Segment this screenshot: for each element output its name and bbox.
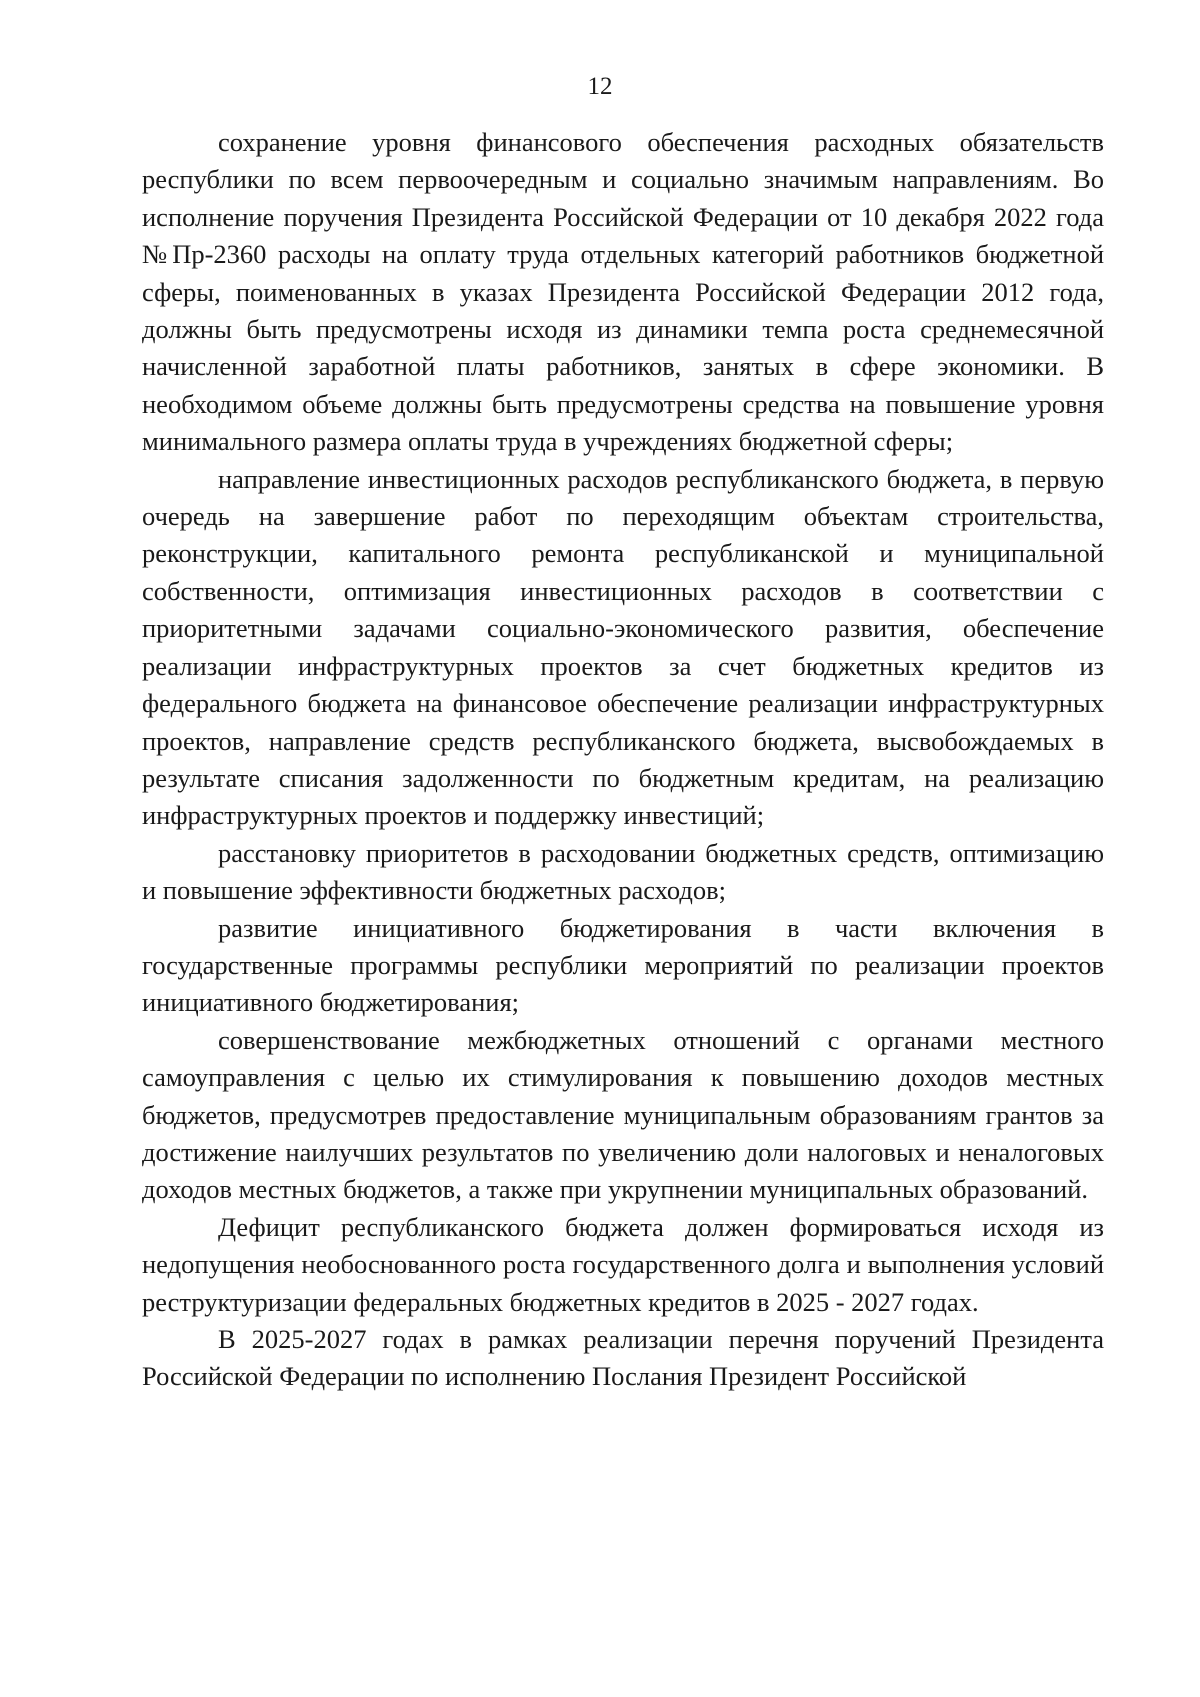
page-number: 12: [587, 73, 613, 100]
paragraph-budget-obligations: сохранение уровня финансового обеспечения расходных обязательств республики по всем первоочередным и социально значимым направлениям. Во исполнение поручения Президента Российской Федерации от 10 декабря 2022 года №Пр-2360 расходы на оплату труда отдельных категорий работников бюджетной сферы, поименованных в указах Президента Российской Федерации 2012 года, должны быть предусмотрены исходя из динамики темпа роста среднемесячной начисленной заработной платы работников, занятых в сфере экономики. В необходимом объеме должны быть предусмотрены средства на повышение уровня минимального размера оплаты труда в учреждениях бюджетной сферы;: [142, 127, 1104, 457]
paragraph-interbudget-relations: совершенствование межбюджетных отношений с органами местного самоуправления с целью их стимулирования к повышению доходов местных бюджетов, предусмотрев предоставление муниципальным образованиям грантов за достижение наилучших результатов по увеличению доли налоговых и неналоговых доходов местных бюджетов, а также при укрупнении муниципальных образований.: [142, 1024, 1104, 1205]
paragraph-deficit: Дефицит республиканского бюджета должен формироваться исходя из недопущения необоснованного роста государственного долга и выполнения условий реструктуризации федеральных бюджетных кредитов в 2025 - 2027 годах.: [142, 1211, 1104, 1317]
paragraph-initiative-budgeting: развитие инициативного бюджетирования в части включения в государственные программы республики мероприятий по реализации проектов инициативного бюджетирования;: [142, 912, 1104, 1018]
paragraph-presidential-orders: В 2025-2027 годах в рамках реализации перечня поручений Президента Российской Федерации по исполнению Послания Президент Российской: [142, 1324, 1104, 1392]
document-body: [142, 124, 1104, 1396]
paragraph-priorities: расстановку приоритетов в расходовании бюджетных средств, оптимизацию и повышение эффективности бюджетных расходов;: [142, 837, 1104, 906]
paragraph-investment-spending: направление инвестиционных расходов республиканского бюджета, в первую очередь на завершение работ по переходящим объектам строительства, реконструкции, капитального ремонта республиканской и муниципальной собственности, оптимизация инвестиционных расходов в соответствии с приоритетными задачами социально-экономического развития, обеспечение реализации инфраструктурных проектов за счет бюджетных кредитов из федерального бюджета на финансовое обеспечение реализации инфраструктурных проектов, направление средств республиканского бюджета, высвобождаемых в результате списания задолженности по бюджетным кредитам, на реализацию инфраструктурных проектов и поддержку инвестиций;: [142, 463, 1104, 831]
